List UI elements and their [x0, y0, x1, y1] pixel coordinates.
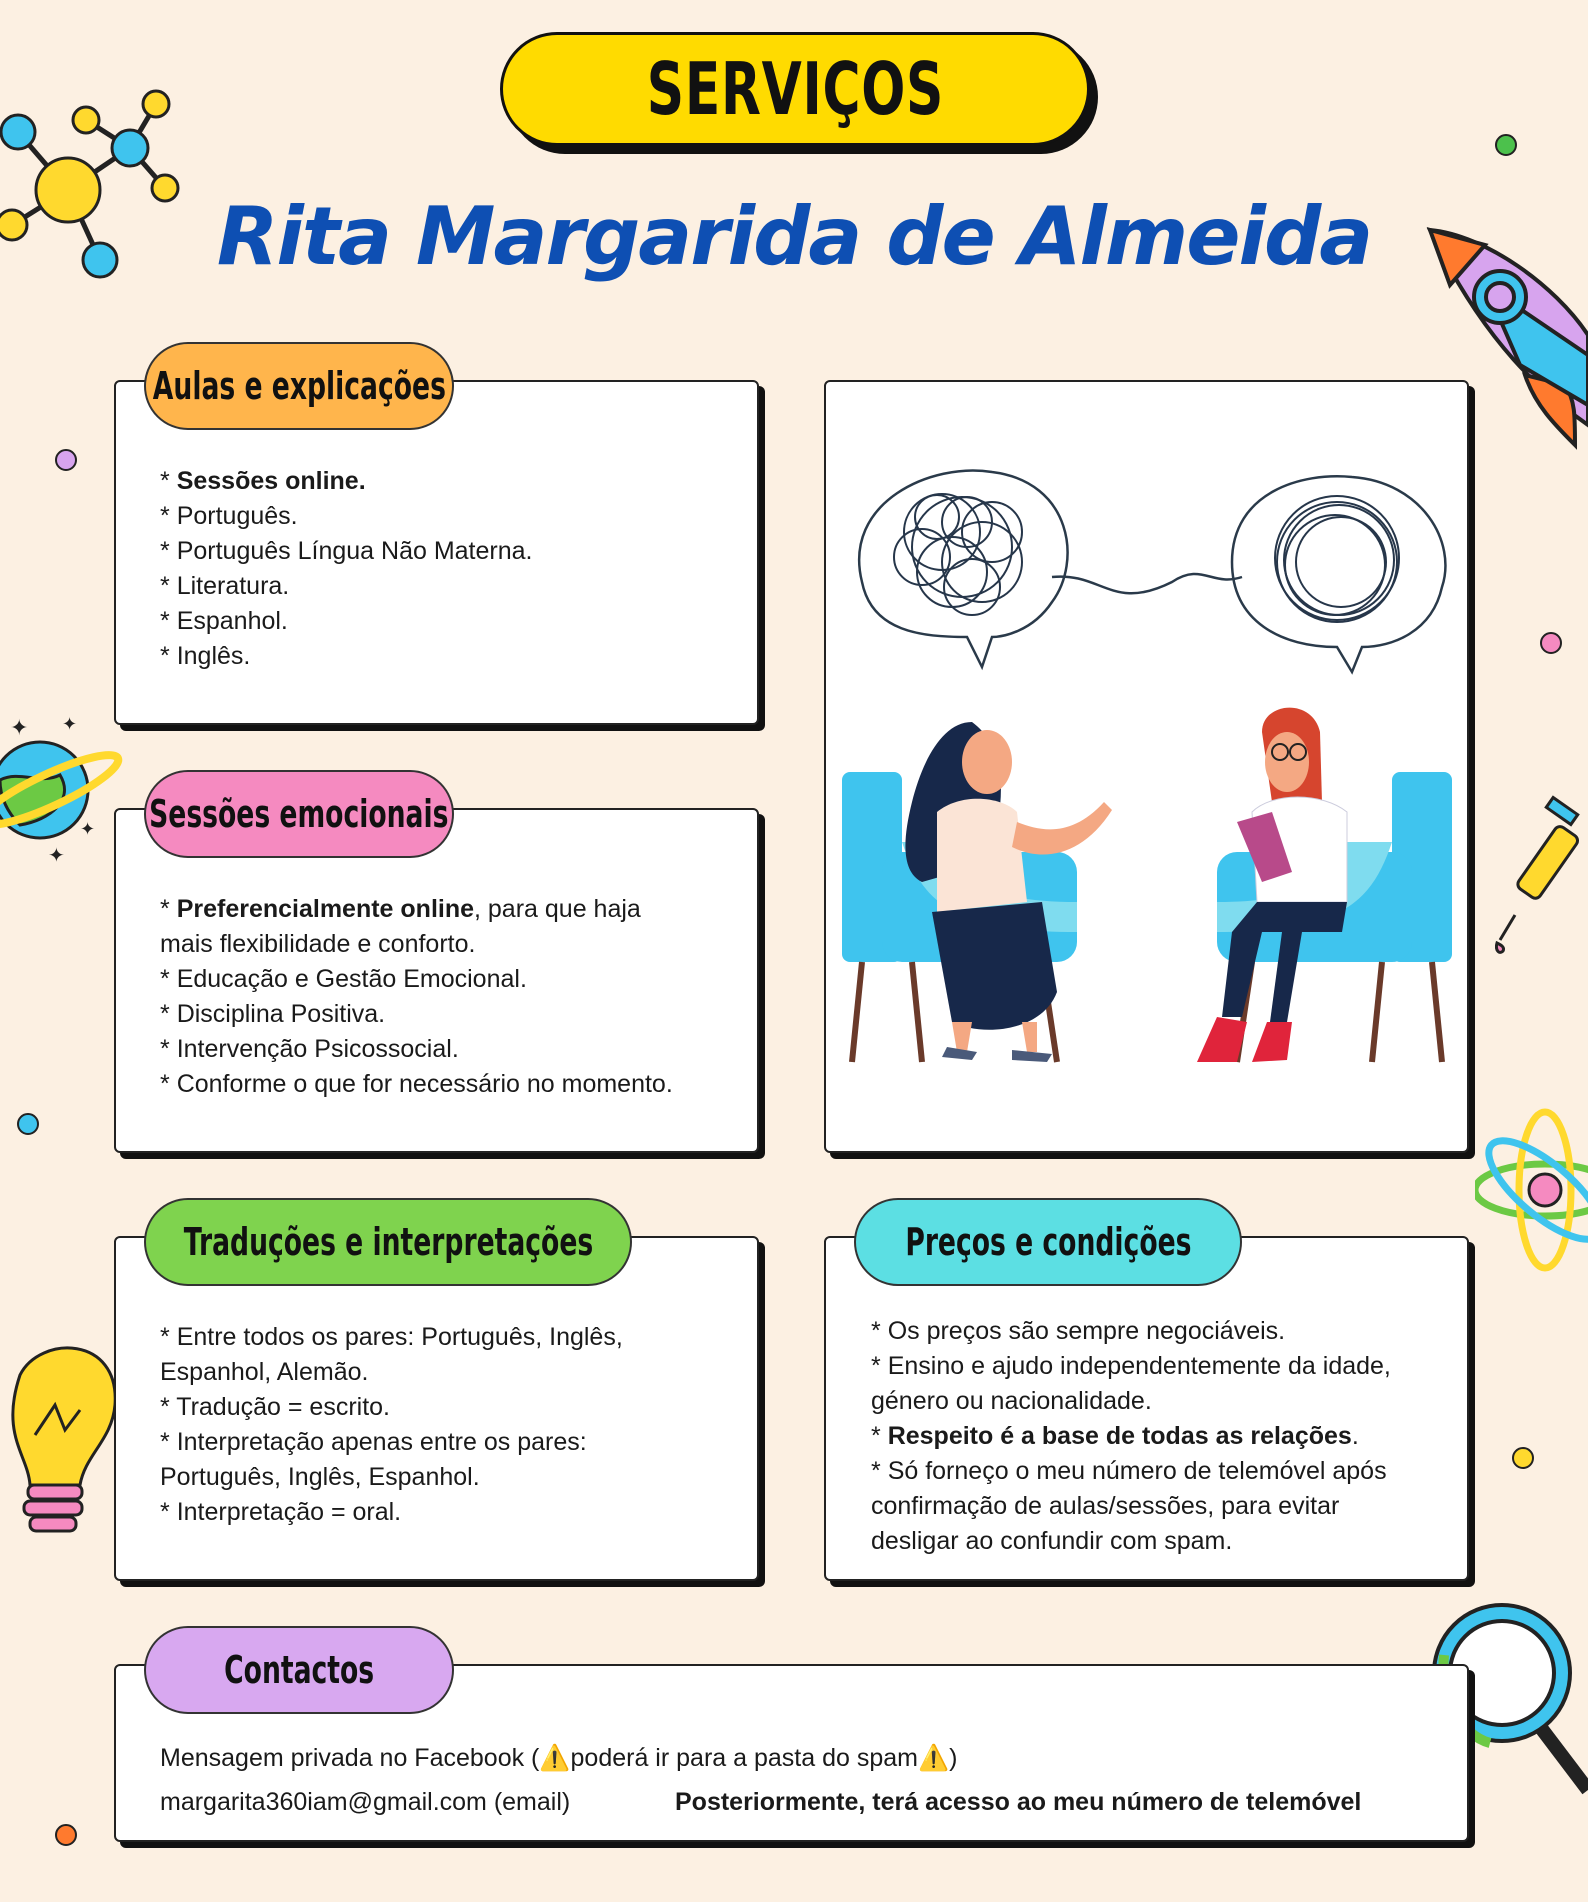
list-item: * Tradução = escrito.	[160, 1393, 390, 1421]
contact-note: Posteriormente, terá acesso ao meu número de telemóvel	[675, 1788, 1362, 1816]
list-item: * Português.	[160, 502, 298, 530]
aulas-heading-pill	[144, 342, 454, 430]
green-dot-icon	[1495, 134, 1517, 156]
traducoes-heading: Traduções e interpretações	[183, 1220, 593, 1264]
list-item: género ou nacionalidade.	[871, 1387, 1152, 1415]
traducoes-list	[160, 1320, 623, 1530]
list-item: * Inglês.	[160, 642, 251, 670]
emocionais-list	[160, 892, 673, 1102]
list-item: desligar ao confundir com spam.	[871, 1527, 1233, 1555]
planet-icon	[0, 710, 125, 870]
email-contact: margarita360iam@gmail.com (email)	[160, 1788, 571, 1816]
page-title: SERVIÇOS	[646, 47, 944, 131]
therapy-session-illustration	[842, 462, 1452, 1082]
list-item: * Espanhol.	[160, 607, 288, 635]
svg-text:✦: ✦	[80, 819, 96, 840]
list-item: Português, Inglês, Espanhol.	[160, 1463, 480, 1491]
list-item: * Ensino e ajudo independentemente da idade,	[871, 1352, 1391, 1380]
illustration-card	[824, 380, 1469, 1153]
orange-dot-icon	[55, 1824, 77, 1846]
list-item: * Disciplina Positiva.	[160, 1000, 386, 1028]
yellow-dot-icon	[1512, 1447, 1534, 1469]
list-item: * Só forneço o meu número de telemóvel após	[871, 1457, 1387, 1485]
list-item: * Interpretação = oral.	[160, 1498, 402, 1526]
contactos-heading: Contactos	[224, 1648, 374, 1692]
list-item: * Português Língua Não Materna.	[160, 537, 533, 565]
blue-dot-icon	[17, 1113, 39, 1135]
list-item: * Literatura.	[160, 572, 290, 600]
list-item: mais flexibilidade e conforto.	[160, 930, 476, 958]
list-item: * Sessões online.	[160, 467, 366, 495]
lilac-dot-icon	[55, 449, 77, 471]
title-pill	[500, 32, 1090, 146]
emocionais-card	[114, 808, 759, 1153]
emocionais-heading: Sessões emocionais	[149, 792, 449, 836]
lightbulb-icon	[0, 1335, 120, 1550]
pink-dot-icon	[1540, 632, 1562, 654]
list-item: * Intervenção Psicossocial.	[160, 1035, 459, 1063]
author-name: Rita Margarida de Almeida	[216, 190, 1372, 283]
precos-heading-pill	[854, 1198, 1242, 1286]
list-item: confirmação de aulas/sessões, para evitar	[871, 1492, 1340, 1520]
list-item: * Entre todos os pares: Português, Inglês,	[160, 1323, 623, 1351]
list-item: * Interpretação apenas entre os pares:	[160, 1428, 587, 1456]
precos-card	[824, 1236, 1469, 1581]
syringe-icon	[1495, 795, 1588, 955]
precos-heading: Preços e condições	[904, 1220, 1192, 1264]
traducoes-card	[114, 1236, 759, 1581]
list-item: * Educação e Gestão Emocional.	[160, 965, 527, 993]
facebook-contact: Mensagem privada no Facebook (⚠️poderá ir para a pasta do spam⚠️)	[160, 1744, 958, 1772]
atom-icon	[1475, 1105, 1588, 1275]
warning-icon: ⚠️	[539, 1744, 571, 1772]
list-item: * Preferencialmente online, para que haja	[160, 895, 641, 923]
aulas-card	[114, 380, 759, 725]
svg-text:✦: ✦	[62, 714, 78, 735]
aulas-heading: Aulas e explicações	[152, 364, 446, 408]
warning-icon: ⚠️	[917, 1744, 950, 1772]
traducoes-heading-pill	[144, 1198, 632, 1286]
contactos-heading-pill	[144, 1626, 454, 1714]
svg-text:✦: ✦	[48, 843, 65, 867]
list-item: * Respeito é a base de todas as relações.	[871, 1422, 1359, 1450]
list-item: * Os preços são sempre negociáveis.	[871, 1317, 1286, 1345]
aulas-list	[160, 464, 532, 674]
precos-list	[871, 1314, 1391, 1559]
emocionais-heading-pill	[144, 770, 454, 858]
list-item: Espanhol, Alemão.	[160, 1358, 369, 1386]
list-item: * Conforme o que for necessário no momento.	[160, 1070, 673, 1098]
svg-text:✦: ✦	[10, 716, 29, 741]
